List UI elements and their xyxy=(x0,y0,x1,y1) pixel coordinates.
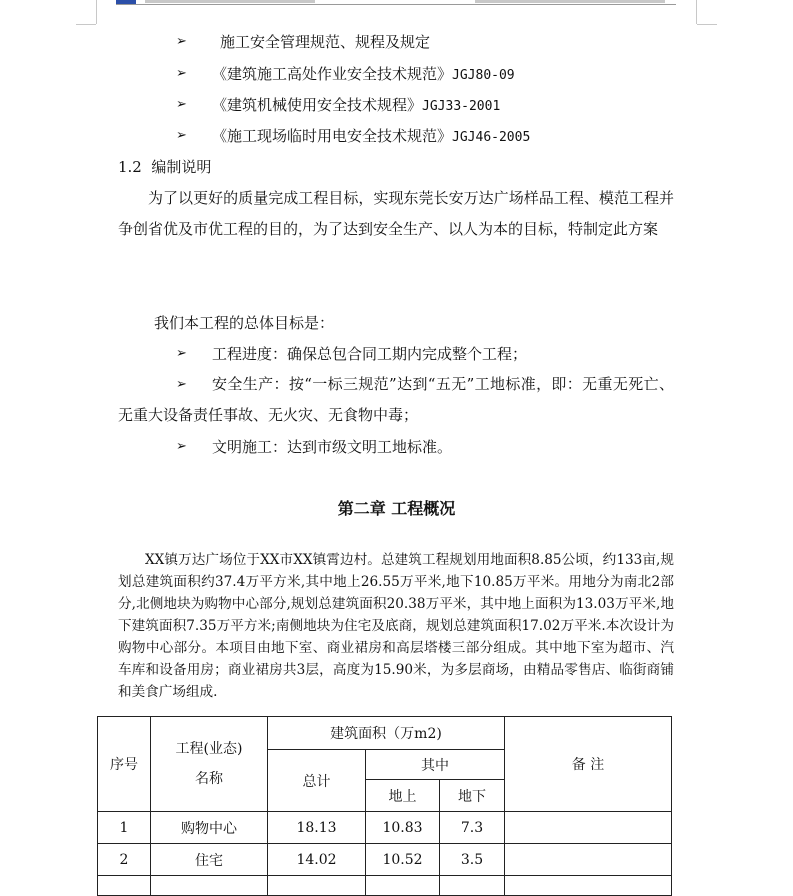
header-text-fragment xyxy=(475,0,665,3)
bullet-arrow-icon: ➢ xyxy=(176,439,187,454)
crop-mark-right xyxy=(696,0,697,24)
overview-paragraph: XX镇万达广场位于XX市XX镇霄边村。总建筑工程规划用地面积8.85公顷，约133亩,规划总建筑面积约37.4万平方米,其中地上26.55万平米,地下10.85万平米。用地分为南北2部分,北侧地块为购物中心部分,规划总建筑面积20.38万平米，其中地上面积为13.03万平米,地下建筑面积7.35万平方米;南侧地块为住宅及底商，规划总建筑面积17.02万平米.本次设计为购物中心部分。本项目由地下室、商业裙房和高层塔楼三部分组成。其中地下室为超市、汽车库和设备用房；商业裙房共3层，高度为15.90米，为多层商场，由精品零售店、临街商铺和美食广场组成. xyxy=(118,552,674,700)
header-seq: 序号 xyxy=(98,717,151,812)
crop-mark-left-h xyxy=(76,24,96,25)
chapter-title: 第二章 工程概况 xyxy=(337,499,456,518)
header-text-fragment xyxy=(145,0,315,3)
standard-item: 施工安全管理规范、规程及规定 xyxy=(220,33,431,51)
goal-item: 安全生产：按“一标三规范”达到“五无”工地标准，即：无重无死亡、无重大设备责任事故、无火灾、无食物中毒； xyxy=(118,375,674,424)
bullet-arrow-icon: ➢ xyxy=(176,377,187,392)
header-total: 总计 xyxy=(268,750,366,812)
intro-paragraph: 为了以更好的质量完成工程目标，实现东莞长安万达广场样品工程、模范工程并争创省优及市优工程的目的，为了达到安全生产、以人为本的目标，特制定此方案 xyxy=(118,189,674,238)
header-of-which: 其中 xyxy=(366,750,505,780)
header-note: 备 注 xyxy=(505,717,672,812)
standard-item: 《施工现场临时用电安全技术规范》JGJ46-2005 xyxy=(212,127,531,145)
goals-lead: 我们本工程的总体目标是： xyxy=(154,314,335,332)
bullet-arrow-icon: ➢ xyxy=(176,97,187,112)
standard-item: 《建筑施工高处作业安全技术规范》JGJ80-09 xyxy=(212,65,515,83)
header-area: 建筑面积（万m2) xyxy=(268,717,505,750)
crop-mark-left xyxy=(96,0,97,24)
bullet-arrow-icon: ➢ xyxy=(176,34,187,49)
crop-mark-right-h xyxy=(697,24,717,25)
header-rule xyxy=(116,4,676,5)
table-row: 2 住宅 14.02 10.52 3.5 xyxy=(98,844,672,876)
standard-item: 《建筑机械使用安全技术规程》JGJ33-2001 xyxy=(212,96,501,114)
bullet-arrow-icon: ➢ xyxy=(176,128,187,143)
table-row: 1 购物中心 18.13 10.83 7.3 xyxy=(98,812,672,844)
header-type: 工程(业态) 名称 xyxy=(151,717,268,812)
header-marker xyxy=(116,0,136,4)
header-above: 地上 xyxy=(366,780,440,812)
goal-item: 文明施工：达到市级文明工地标准。 xyxy=(212,438,453,456)
goal-item: 工程进度：确保总包合同工期内完成整个工程； xyxy=(212,345,528,363)
bullet-arrow-icon: ➢ xyxy=(176,66,187,81)
section-heading: 1.2 编制说明 xyxy=(118,158,212,176)
bullet-arrow-icon: ➢ xyxy=(176,346,187,361)
area-table xyxy=(97,716,672,896)
header-below: 地下 xyxy=(440,780,505,812)
